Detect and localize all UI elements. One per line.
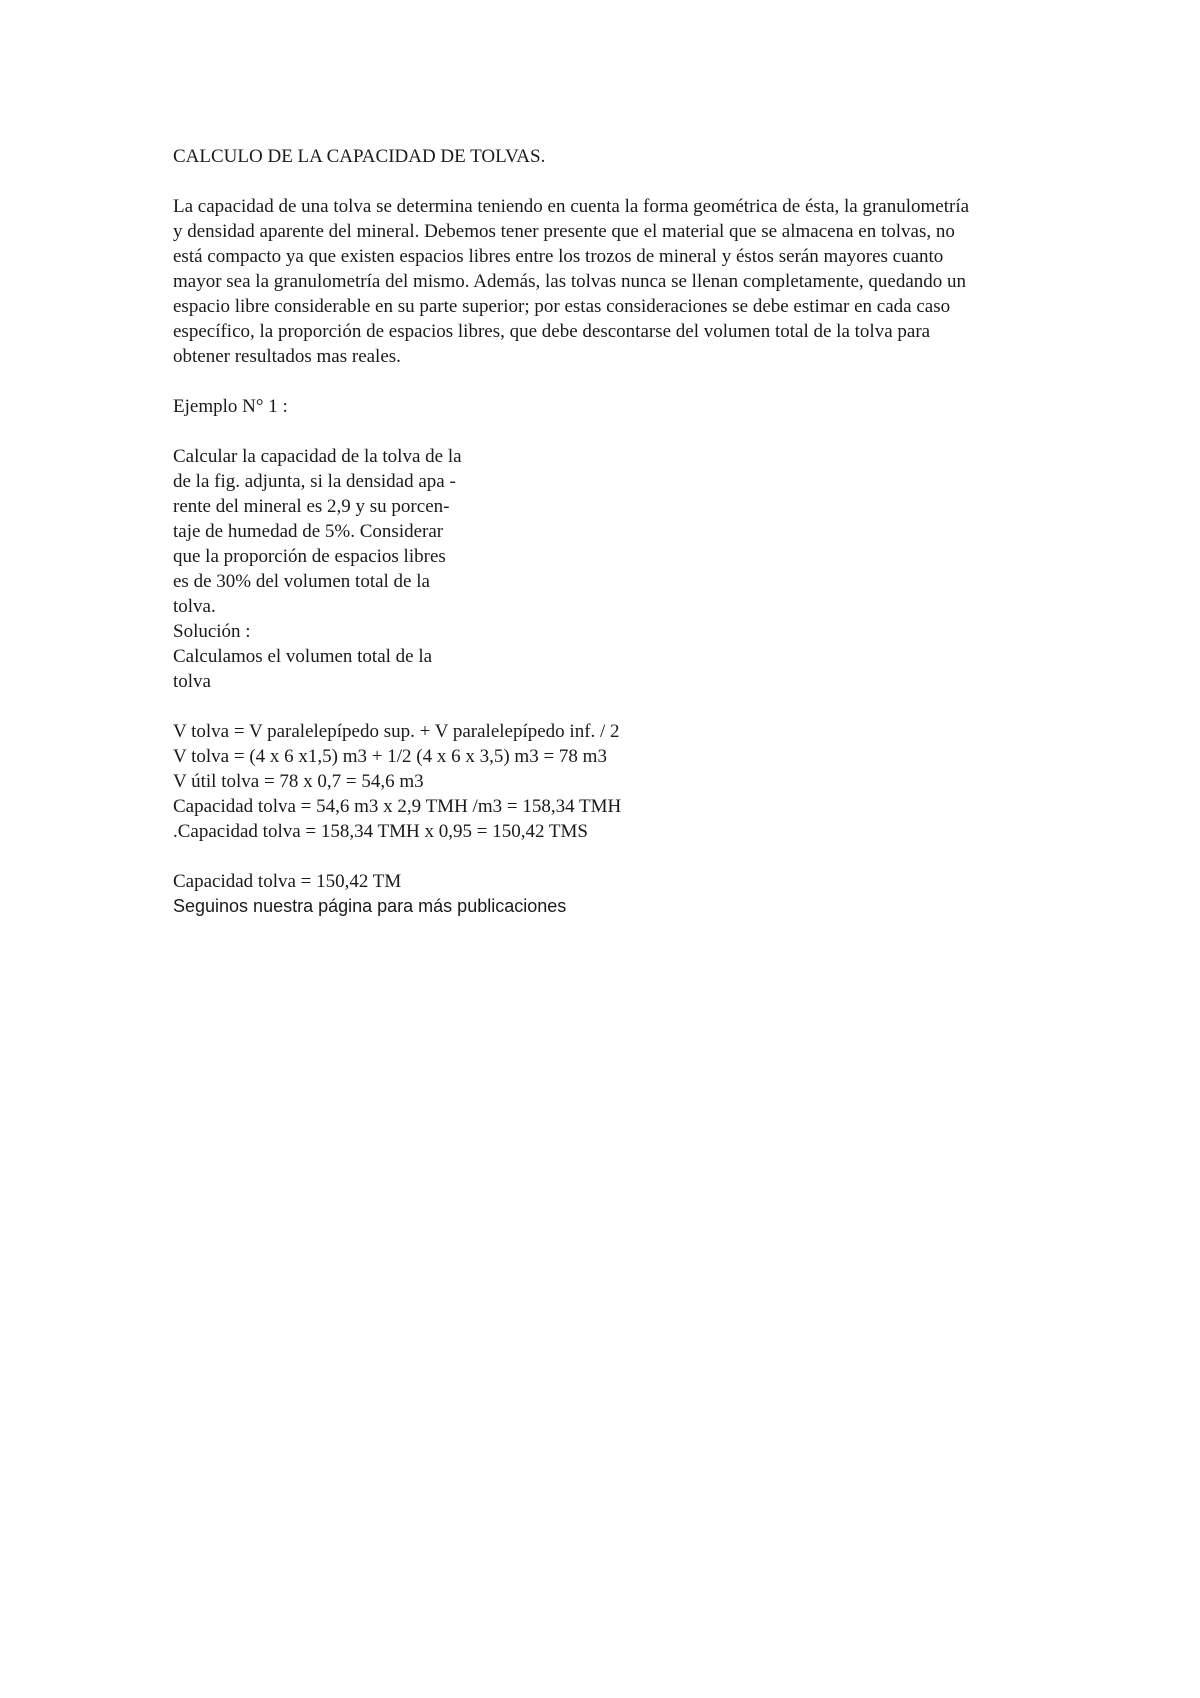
problem-line: Calcular la capacidad de la tolva de la — [173, 446, 462, 467]
problem-line: tolva. — [173, 596, 216, 617]
calc-line: V tolva = V paralelepípedo sup. + V paralelepípedo inf. / 2 — [173, 721, 620, 742]
intro-line: obtener resultados mas reales. — [173, 346, 401, 367]
calc-line: .Capacidad tolva = 158,34 TMH x 0,95 = 150,42 TMS — [173, 821, 588, 842]
intro-line: específico, la proporción de espacios libres, que debe descontarse del volumen total de la tolva para — [173, 321, 931, 342]
problem-line: que la proporción de espacios libres — [173, 546, 446, 567]
problem-line: es de 30% del volumen total de la — [173, 571, 430, 592]
intro-line: La capacidad de una tolva se determina teniendo en cuenta la forma geométrica de ésta, la granulometría — [173, 196, 970, 217]
calculation-steps — [173, 719, 1033, 844]
problem-line: rente del mineral es 2,9 y su porcen- — [173, 496, 450, 517]
problem-line: Calculamos el volumen total de la — [173, 646, 433, 667]
intro-line: está compacto ya que existen espacios libres entre los trozos de mineral y éstos serán mayores cuanto — [173, 246, 944, 267]
footer-note: Seguinos nuestra página para más publicaciones — [173, 896, 567, 916]
calc-line: Capacidad tolva = 54,6 m3 x 2,9 TMH /m3 = 158,34 TMH — [173, 796, 622, 817]
document-title: CALCULO DE LA CAPACIDAD DE TOLVAS. — [173, 146, 546, 167]
intro-line: y densidad aparente del mineral. Debemos tener presente que el material que se almacena en tolvas, no — [173, 221, 955, 242]
problem-line: tolva — [173, 671, 211, 692]
intro-line: espacio libre considerable en su parte superior; por estas consideraciones se debe estimar en cada caso — [173, 296, 951, 317]
problem-statement — [173, 444, 1033, 694]
calc-line: V útil tolva = 78 x 0,7 = 54,6 m3 — [173, 771, 424, 792]
solution-label: Solución : — [173, 621, 251, 642]
intro-paragraph — [173, 194, 1033, 369]
example-label: Ejemplo N° 1 : — [173, 396, 288, 417]
intro-line: mayor sea la granulometría del mismo. Además, las tolvas nunca se llenan completamente, quedando un — [173, 271, 967, 292]
calc-line: V tolva = (4 x 6 x1,5) m3 + 1/2 (4 x 6 x 3,5) m3 = 78 m3 — [173, 746, 607, 767]
problem-line: taje de humedad de 5%. Considerar — [173, 521, 444, 542]
document-content — [173, 144, 1033, 918]
result-line: Capacidad tolva = 150,42 TM — [173, 871, 402, 892]
problem-line: de la fig. adjunta, si la densidad apa - — [173, 471, 456, 492]
